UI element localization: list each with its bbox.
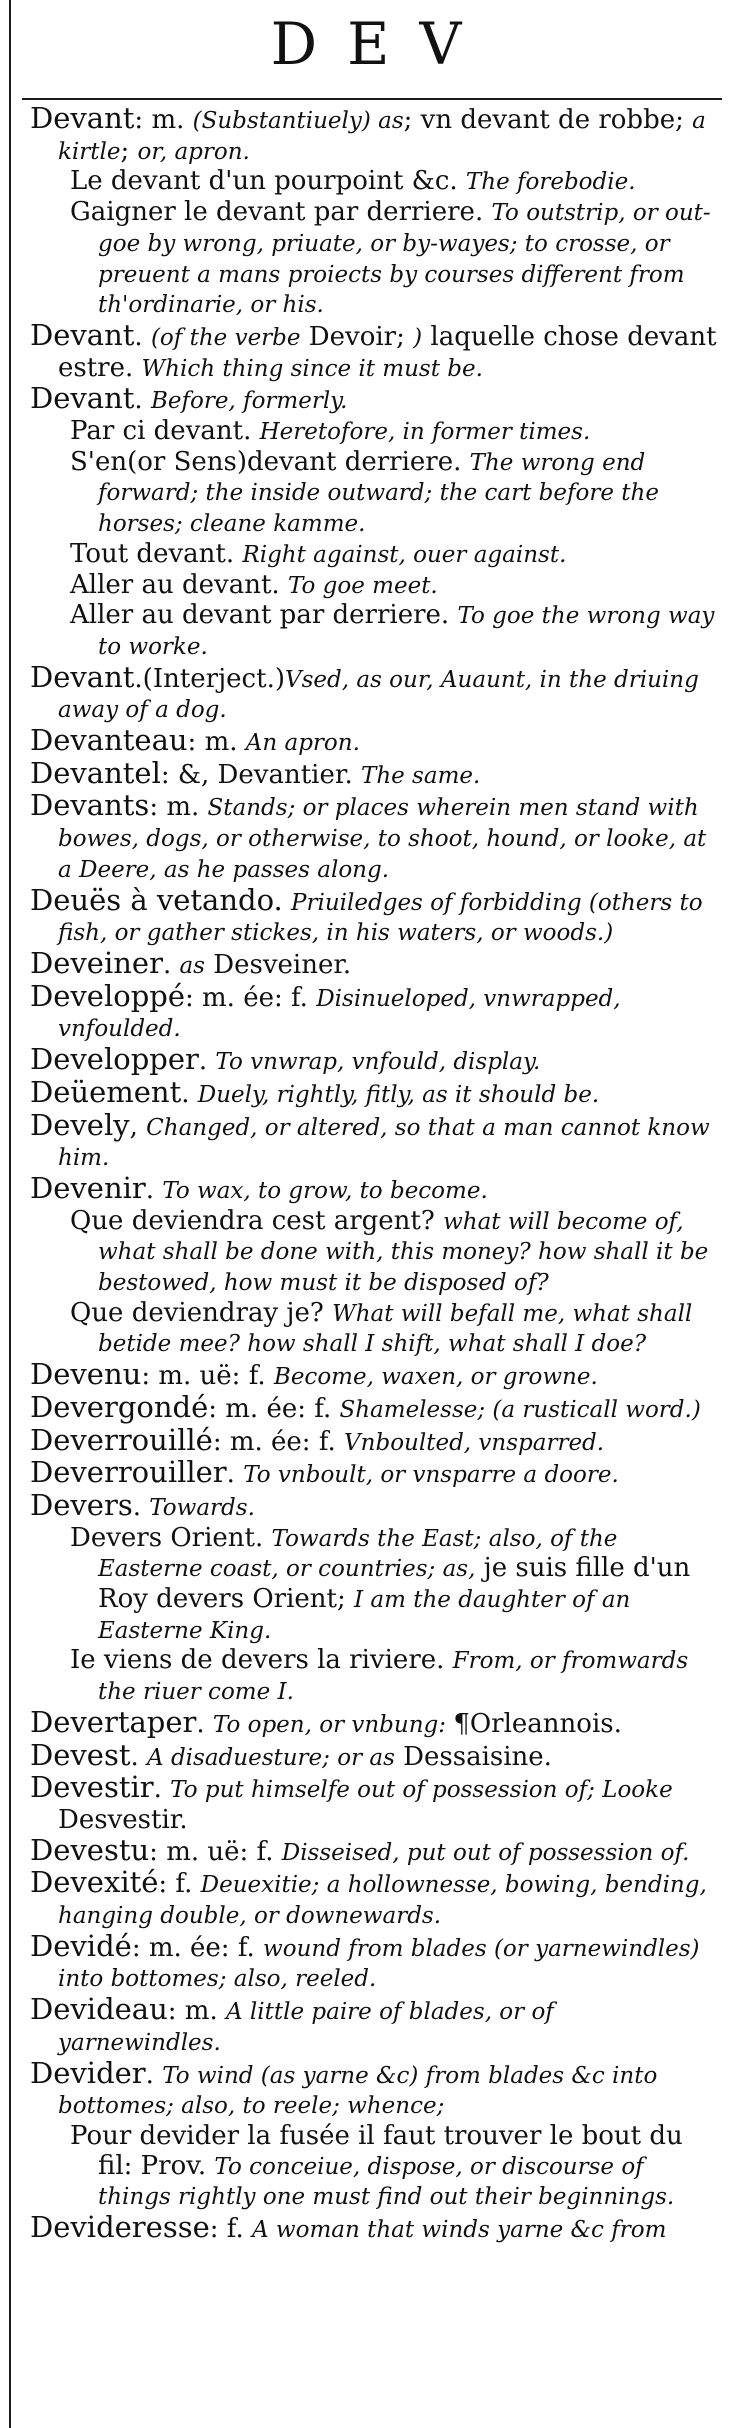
- headword: Devely: [30, 1107, 130, 1142]
- entry-text: Le devant d'un pourpoint &c.: [70, 166, 466, 197]
- entry-text: .(Interject.): [134, 663, 285, 694]
- definition-text: Disinueloped, vnwrapped, vnfoulded.: [58, 985, 621, 1043]
- dictionary-entry: [30, 1704, 720, 1741]
- headword: Devideresse: [30, 2210, 210, 2245]
- entry-text: Aller au devant par derriere.: [70, 600, 458, 631]
- definition-text: To goe meet.: [287, 572, 438, 599]
- headword: Devers: [30, 1487, 133, 1522]
- definition-text: wound from blades (or yarnewindles) into bottomes; also, reeled.: [58, 1935, 700, 1993]
- entry-text: : m. ée: f.: [208, 1393, 340, 1424]
- dictionary-entry: [30, 381, 720, 417]
- dictionary-entry: [30, 1455, 720, 1491]
- definition-text: (of the verbe: [150, 324, 301, 351]
- entry-text: : m. ée: f.: [131, 1932, 264, 1963]
- dictionary-entry: [30, 1992, 720, 2058]
- entry-text: ; vn devant de robbe;: [403, 105, 693, 135]
- dictionary-entry: [30, 755, 720, 792]
- entry-text: Devers Orient.: [70, 1522, 272, 1553]
- definition-text: ): [413, 324, 423, 351]
- headword: Devant: [30, 317, 135, 352]
- entry-text: .: [181, 1078, 198, 1109]
- headword: Devergondé: [30, 1389, 209, 1424]
- entry-text: : m. uë: f.: [149, 1836, 282, 1867]
- definition-text: Before, formerly.: [150, 388, 348, 415]
- dictionary-entry: [30, 1389, 720, 1426]
- definition-text: To put himselfe out of possession of; Looke: [170, 1777, 673, 1804]
- entry-text: : m.: [149, 792, 208, 823]
- dictionary-entry: [30, 788, 720, 885]
- entry-text: : m. ée: f.: [212, 1426, 345, 1457]
- dictionary-entry: [30, 978, 720, 1045]
- definition-text: To open, or vnbung:: [212, 1711, 454, 1738]
- definition-text: a kirtle: [58, 108, 706, 165]
- definition-text: To conceiue, dispose, or discourse of things rightly one must find out their beginnings.: [98, 2153, 675, 2211]
- entry-text: Pour devider la fusée il faut trouver le bout du fil: Prov.: [70, 2121, 683, 2181]
- dictionary-entry: [30, 1107, 720, 1174]
- definition-text: Shamelesse; (a rusticall word.): [339, 1396, 701, 1423]
- left-margin-rule: [9, 0, 11, 2428]
- headword: Deverrouiller: [30, 1455, 227, 1490]
- entry-text: ¶Orleannois.: [453, 1708, 622, 1739]
- entry-text: .: [145, 1174, 163, 1205]
- definition-text: To wax, to grow, to become.: [162, 1177, 488, 1204]
- entry-text: Que deviendra cest argent?: [70, 1205, 444, 1236]
- definition-text: The same.: [360, 762, 481, 789]
- headword: Devidé: [30, 1928, 132, 1963]
- definition-text: The wrong end forward; the inside outward; the cart before the horses; cleane kamme.: [98, 449, 659, 538]
- dictionary-entry: [30, 1042, 720, 1078]
- definition-text: From, or fromwards the riuer come I.: [98, 1648, 689, 1706]
- headword: Devanteau: [30, 723, 188, 758]
- dictionary-entry: [30, 2210, 720, 2246]
- headword: Devenu: [30, 1357, 142, 1392]
- headword: Devant: [30, 659, 135, 694]
- definition-text: The forebodie.: [465, 169, 636, 196]
- dictionary-entry: [30, 1357, 720, 1393]
- dictionary-entry: [30, 1170, 720, 1207]
- definition-text: I am the daughter of an Easterne King.: [98, 1587, 631, 1644]
- entry-text: Desvestir.: [58, 1804, 188, 1835]
- dictionary-entry: [30, 1770, 720, 1835]
- definition-text: Towards the East; also, of the Easterne coast, or countries; as,: [98, 1525, 618, 1583]
- entry-text: Aller au devant.: [70, 569, 288, 600]
- entry-text: Par ci devant.: [70, 416, 260, 447]
- definition-text: What will befall me, what shall betide mee? how shall I shift, what shall I doe?: [98, 1300, 693, 1358]
- sub-entry: [30, 1207, 720, 1299]
- entry-text: : f.: [209, 2214, 252, 2245]
- entry-text: .: [145, 2059, 163, 2090]
- definition-text: Changed, or altered, so that a man cannot know him.: [58, 1114, 710, 1172]
- headword: Deverrouillé: [30, 1422, 213, 1457]
- definition-text: Disseised, put out of possession of.: [281, 1839, 690, 1866]
- sub-entry: [30, 198, 720, 321]
- definition-text: Become, waxen, or growne.: [273, 1364, 598, 1391]
- dictionary-entry: [30, 723, 720, 759]
- definition-text: An apron.: [245, 730, 360, 757]
- dictionary-entry: [30, 2055, 720, 2122]
- definition-text: Duely, rightly, fitly, as it should be.: [197, 1081, 600, 1108]
- headword: Devants: [30, 788, 150, 823]
- entry-text: Gaigner le devant par derriere.: [70, 197, 492, 228]
- dictionary-entry: [30, 101, 720, 167]
- entry-text: Que deviendray je?: [70, 1297, 333, 1328]
- entry-text: [283, 887, 291, 917]
- headword: Devestir: [30, 1770, 154, 1805]
- dictionary-entry: [30, 1928, 720, 1995]
- page-header: DEV: [270, 10, 492, 78]
- entry-text: .: [134, 385, 151, 416]
- entry-text: : m. uë: f.: [141, 1361, 274, 1392]
- headword: Devertaper: [30, 1704, 197, 1739]
- entry-text: Devoir;: [300, 321, 414, 352]
- entry-text: .: [132, 1491, 150, 1522]
- dictionary-entry: [30, 1737, 720, 1774]
- dictionary-entry: [30, 882, 720, 949]
- sub-entry: [30, 417, 720, 448]
- headword: Devider: [30, 2055, 146, 2090]
- sub-entry: [30, 571, 720, 602]
- definition-text: Heretofore, in former times.: [259, 419, 591, 446]
- headword: Deüement: [30, 1074, 182, 1109]
- definition-text: To outstrip, or out-goe by wrong, priuate, or by-wayes; to crosse, or preuent a mans proiects by courses different from th'ordinarie, or his.: [98, 200, 711, 319]
- entry-text: .: [130, 1741, 148, 1772]
- entry-text: laquelle chose devant estre.: [58, 321, 717, 383]
- headword: Developper: [30, 1042, 199, 1077]
- dictionary-entry: [30, 1422, 720, 1459]
- definition-text: Towards.: [149, 1494, 255, 1521]
- headword: Deveiner: [30, 945, 163, 980]
- headword: Devantel: [30, 755, 161, 790]
- definition-text: Stands; or places wherein men stand with bowes, dogs, or otherwise, to shoot, hound, or looke, at a Deere, as he passes along.: [58, 795, 707, 883]
- headword: Devest: [30, 1737, 131, 1772]
- definition-text: Deuexitie; a hollownesse, bowing, bending, hanging double, or downewards.: [58, 1872, 707, 1930]
- entry-text: .: [153, 1774, 171, 1805]
- entry-text: ,: [129, 1111, 147, 1142]
- sub-entry: [30, 540, 720, 571]
- entry-text: : &, Devantier.: [160, 759, 361, 790]
- definition-text: To vnwrap, vnfould, display.: [215, 1049, 541, 1076]
- definition-text: (Substantiuely) as: [192, 108, 404, 134]
- definition-text: Vnboulted, vnsparred.: [344, 1429, 605, 1456]
- headword: Devexité: [30, 1865, 159, 1900]
- headword: Devenir: [30, 1170, 146, 1205]
- entry-text: .: [162, 949, 180, 980]
- definition-text: To vnboult, or vnsparre a doore.: [243, 1462, 619, 1489]
- entry-text: .: [226, 1459, 244, 1490]
- headword: Deuës à vetando.: [30, 882, 283, 917]
- definition-text: Which thing since it must be.: [141, 355, 483, 382]
- dictionary-entry: [30, 1487, 720, 1524]
- definition-text: A woman that winds yarne &c from: [252, 2217, 667, 2244]
- dictionary-entry: [30, 659, 720, 726]
- dictionary-entry: [30, 1832, 720, 1869]
- definition-text: Vsed, as our, Auaunt, in the driuing away of a dog.: [58, 666, 699, 724]
- sub-entry: [30, 1299, 720, 1360]
- entry-text: ;: [120, 135, 138, 166]
- definition-text: Priuiledges of forbidding (others to fish, or gather stickes, in his waters, or woods.): [58, 889, 703, 947]
- definition-text: what will become of, what shall be done with, this money? how shall it be bestowed, how must it be disposed of?: [98, 1208, 709, 1297]
- sub-entry: [30, 1524, 720, 1647]
- headword: Devant: [30, 381, 135, 416]
- dictionary-entry: [30, 945, 720, 982]
- entry-text: : f.: [158, 1869, 201, 1900]
- sub-entry: [30, 1646, 720, 1707]
- entry-text: Ie viens de devers la riviere.: [70, 1645, 453, 1676]
- dictionary-entry: [30, 1865, 720, 1931]
- headword: Devant: [30, 101, 135, 135]
- dictionary-entry: [30, 1074, 720, 1111]
- entry-text: Desveiner.: [204, 949, 352, 980]
- sub-entry: [30, 448, 720, 540]
- entry-list: [30, 101, 720, 2246]
- entry-text: S'en(or Sens)devant derriere.: [70, 446, 470, 477]
- headword: Developpé: [30, 978, 185, 1013]
- entry-text: je suis fille d'un Roy devers Orient;: [98, 1553, 691, 1615]
- sub-entry: [30, 167, 720, 198]
- entry-text: : m.: [167, 1996, 226, 2027]
- definition-text: A little paire of blades, or of yarnewindles.: [58, 1999, 554, 2056]
- definition-text: Right against, ouer against.: [242, 541, 567, 568]
- definition-text: To wind (as yarne &c) from blades &c into bottomes; also, to reele; whence;: [58, 2062, 658, 2120]
- headword: Devideau: [30, 1992, 168, 2027]
- dictionary-entry: [30, 317, 720, 384]
- entry-text: .: [196, 1708, 213, 1739]
- entry-text: : m.: [134, 105, 193, 135]
- entry-text: .: [134, 321, 151, 352]
- entry-text: : m.: [187, 727, 246, 758]
- entry-text: .: [198, 1046, 216, 1077]
- definition-text: or, apron.: [137, 138, 250, 165]
- header-rule: [22, 98, 722, 100]
- entry-text: : m. ée: f.: [184, 982, 317, 1013]
- definition-text: To goe the wrong way to worke.: [98, 603, 715, 660]
- definition-text: as: [179, 952, 205, 979]
- sub-entry: [30, 601, 720, 662]
- entry-text: Tout devant.: [70, 538, 243, 569]
- sub-entry: [30, 2122, 720, 2213]
- entry-text: Dessaisine.: [394, 1741, 552, 1772]
- definition-text: A disaduesture; or as: [147, 1744, 395, 1771]
- headword: Devestu: [30, 1832, 150, 1867]
